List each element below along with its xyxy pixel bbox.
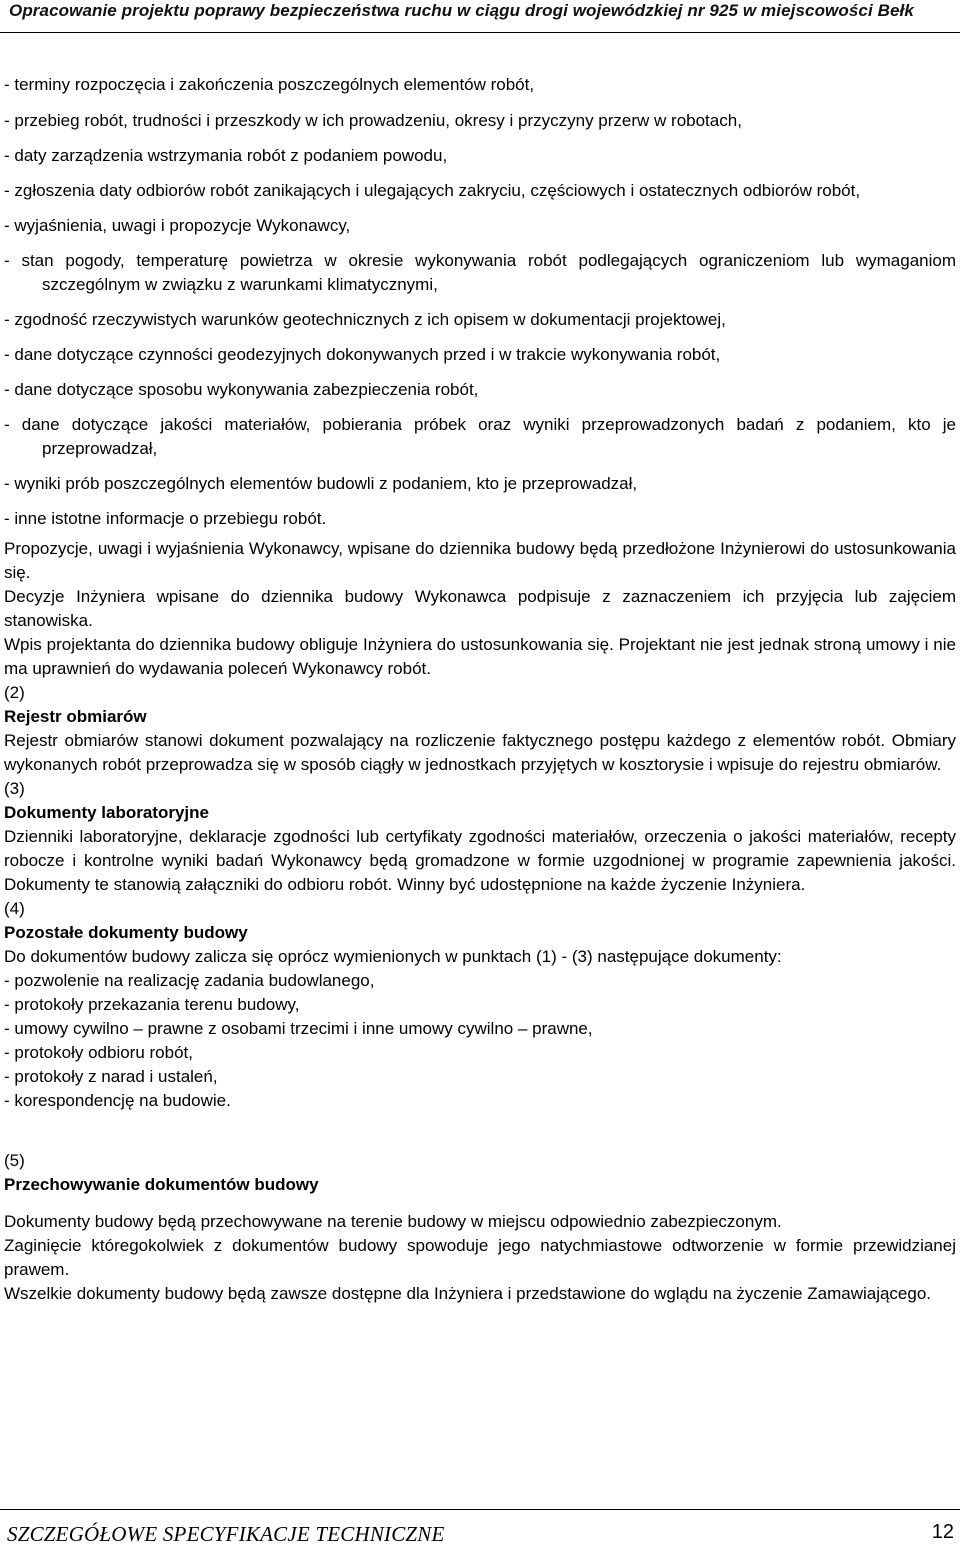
list-item: - umowy cywilno – prawne z osobami trzecimi i inne umowy cywilno – prawne, (4, 1019, 593, 1038)
paragraph: Dokumenty budowy będą przechowywane na terenie budowy w miejscu odpowiednio zabezpieczonym. (4, 1212, 782, 1231)
blank-space (4, 1113, 956, 1149)
bullet-item: - terminy rozpoczęcia i zakończenia poszczególnych elementów robót, (4, 75, 535, 94)
section-title: Dokumenty laboratoryjne (4, 803, 209, 822)
section-title: Pozostałe dokumenty budowy (4, 923, 248, 942)
page-footer (0, 1509, 960, 1553)
bullet-item: - dane dotyczące sposobu wykonywania zabezpieczenia robót, (4, 380, 479, 399)
document-body (4, 73, 956, 1306)
paragraph: Propozycje, uwagi i wyjaśnienia Wykonawcy, wpisane do dziennika budowy będą przedłożone Inżynierowi do ustosunkowania się. (4, 539, 956, 582)
page-header (0, 0, 960, 33)
bullet-item: - wyniki prób poszczególnych elementów budowli z podaniem, kto je przeprowadzał, (4, 474, 638, 493)
header-title: Opracowanie projektu poprawy bezpieczeństwa ruchu w ciągu drogi wojewódzkiej nr 925 w miejscowości Bełk (9, 1, 914, 20)
list-item: - protokoły odbioru robót, (4, 1043, 193, 1062)
bullet-item: - daty zarządzenia wstrzymania robót z podaniem powodu, (4, 146, 448, 165)
section-number: (5) (4, 1151, 25, 1170)
section-number: (2) (4, 683, 25, 702)
bullet-item: - wyjaśnienia, uwagi i propozycje Wykonawcy, (4, 216, 351, 235)
bullet-item: - zgodność rzeczywistych warunków geotechnicznych z ich opisem w dokumentacji projektowej, (4, 310, 726, 329)
bullet-list (4, 73, 956, 531)
section-number: (4) (4, 899, 25, 918)
list-item: - pozwolenie na realizację zadania budowlanego, (4, 971, 375, 990)
section-number: (3) (4, 779, 25, 798)
list-item: - protokoły przekazania terenu budowy, (4, 995, 300, 1014)
list-item: - korespondencję na budowie. (4, 1091, 231, 1110)
section-3 (4, 777, 956, 897)
page-number: 12 (931, 1521, 954, 1543)
paragraph: Wpis projektanta do dziennika budowy obliguje Inżyniera do ustosunkowania się. Projektant nie jest jednak stroną umowy i nie ma uprawnień do wydawania poleceń Wykonawcy robót. (4, 635, 956, 678)
bullet-item: - zgłoszenia daty odbiorów robót zanikających i ulegających zakryciu, częściowych i ostatecznych odbiorów robót, (4, 181, 861, 200)
paragraph: Dzienniki laboratoryjne, deklaracje zgodności lub certyfikaty zgodności materiałów, orzeczenia o jakości materiałów, recepty robocze i kontrolne wyniki badań Wykonawcy będą gromadzone w formie uzgodnionej w programie zapewnienia jakości. Dokumenty te stanowią załączniki do odbioru robót. Winny być udostępnione na każde życzenie Inżyniera. (4, 827, 956, 894)
engineer-notes (4, 537, 956, 681)
list-item: - protokoły z narad i ustaleń, (4, 1067, 218, 1086)
section-4 (4, 897, 956, 1113)
paragraph: Wszelkie dokumenty budowy będą zawsze dostępne dla Inżyniera i przedstawione do wglądu na życzenie Zamawiającego. (4, 1284, 932, 1303)
paragraph: Zaginięcie któregokolwiek z dokumentów budowy spowoduje jego natychmiastowe odtworzenie w formie przewidzianej prawem. (4, 1236, 956, 1279)
section-2 (4, 681, 956, 777)
bullet-item: - inne istotne informacje o przebiegu robót. (4, 509, 327, 528)
paragraph: Do dokumentów budowy zalicza się oprócz wymienionych w punktach (1) - (3) następujące dokumenty: (4, 947, 782, 966)
footer-title: SZCZEGÓŁOWE SPECYFIKACJE TECHNICZNE (7, 1522, 445, 1546)
paragraph: Rejestr obmiarów stanowi dokument pozwalający na rozliczenie faktycznego postępu każdego z elementów robót. Obmiary wykonanych robót przeprowadza się w sposób ciągły w jednostkach przyjętych w kosztorysie i wpisuje do rejestru obmiarów. (4, 731, 956, 774)
paragraph: Decyzje Inżyniera wpisane do dziennika budowy Wykonawca podpisuje z zaznaczeniem ich przyjęcia lub zajęciem stanowiska. (4, 587, 956, 630)
bullet-item: - przebieg robót, trudności i przeszkody w ich prowadzeniu, okresy i przyczyny przerw w robotach, (4, 111, 742, 130)
section-title: Przechowywanie dokumentów budowy (4, 1175, 319, 1194)
bullet-item: - dane dotyczące jakości materiałów, pobierania próbek oraz wyniki przeprowadzonych badań z podaniem, kto je przeprowadzał, (4, 415, 956, 458)
section-title: Rejestr obmiarów (4, 707, 147, 726)
section-5 (4, 1149, 956, 1306)
bullet-item: - stan pogody, temperaturę powietrza w okresie wykonywania robót podlegających ograniczeniom lub wymaganiom szczególnym w związku z warunkami klimatycznymi, (4, 251, 956, 294)
blank-space (4, 1197, 956, 1210)
bullet-item: - dane dotyczące czynności geodezyjnych dokonywanych przed i w trakcie wykonywania robót, (4, 345, 721, 364)
